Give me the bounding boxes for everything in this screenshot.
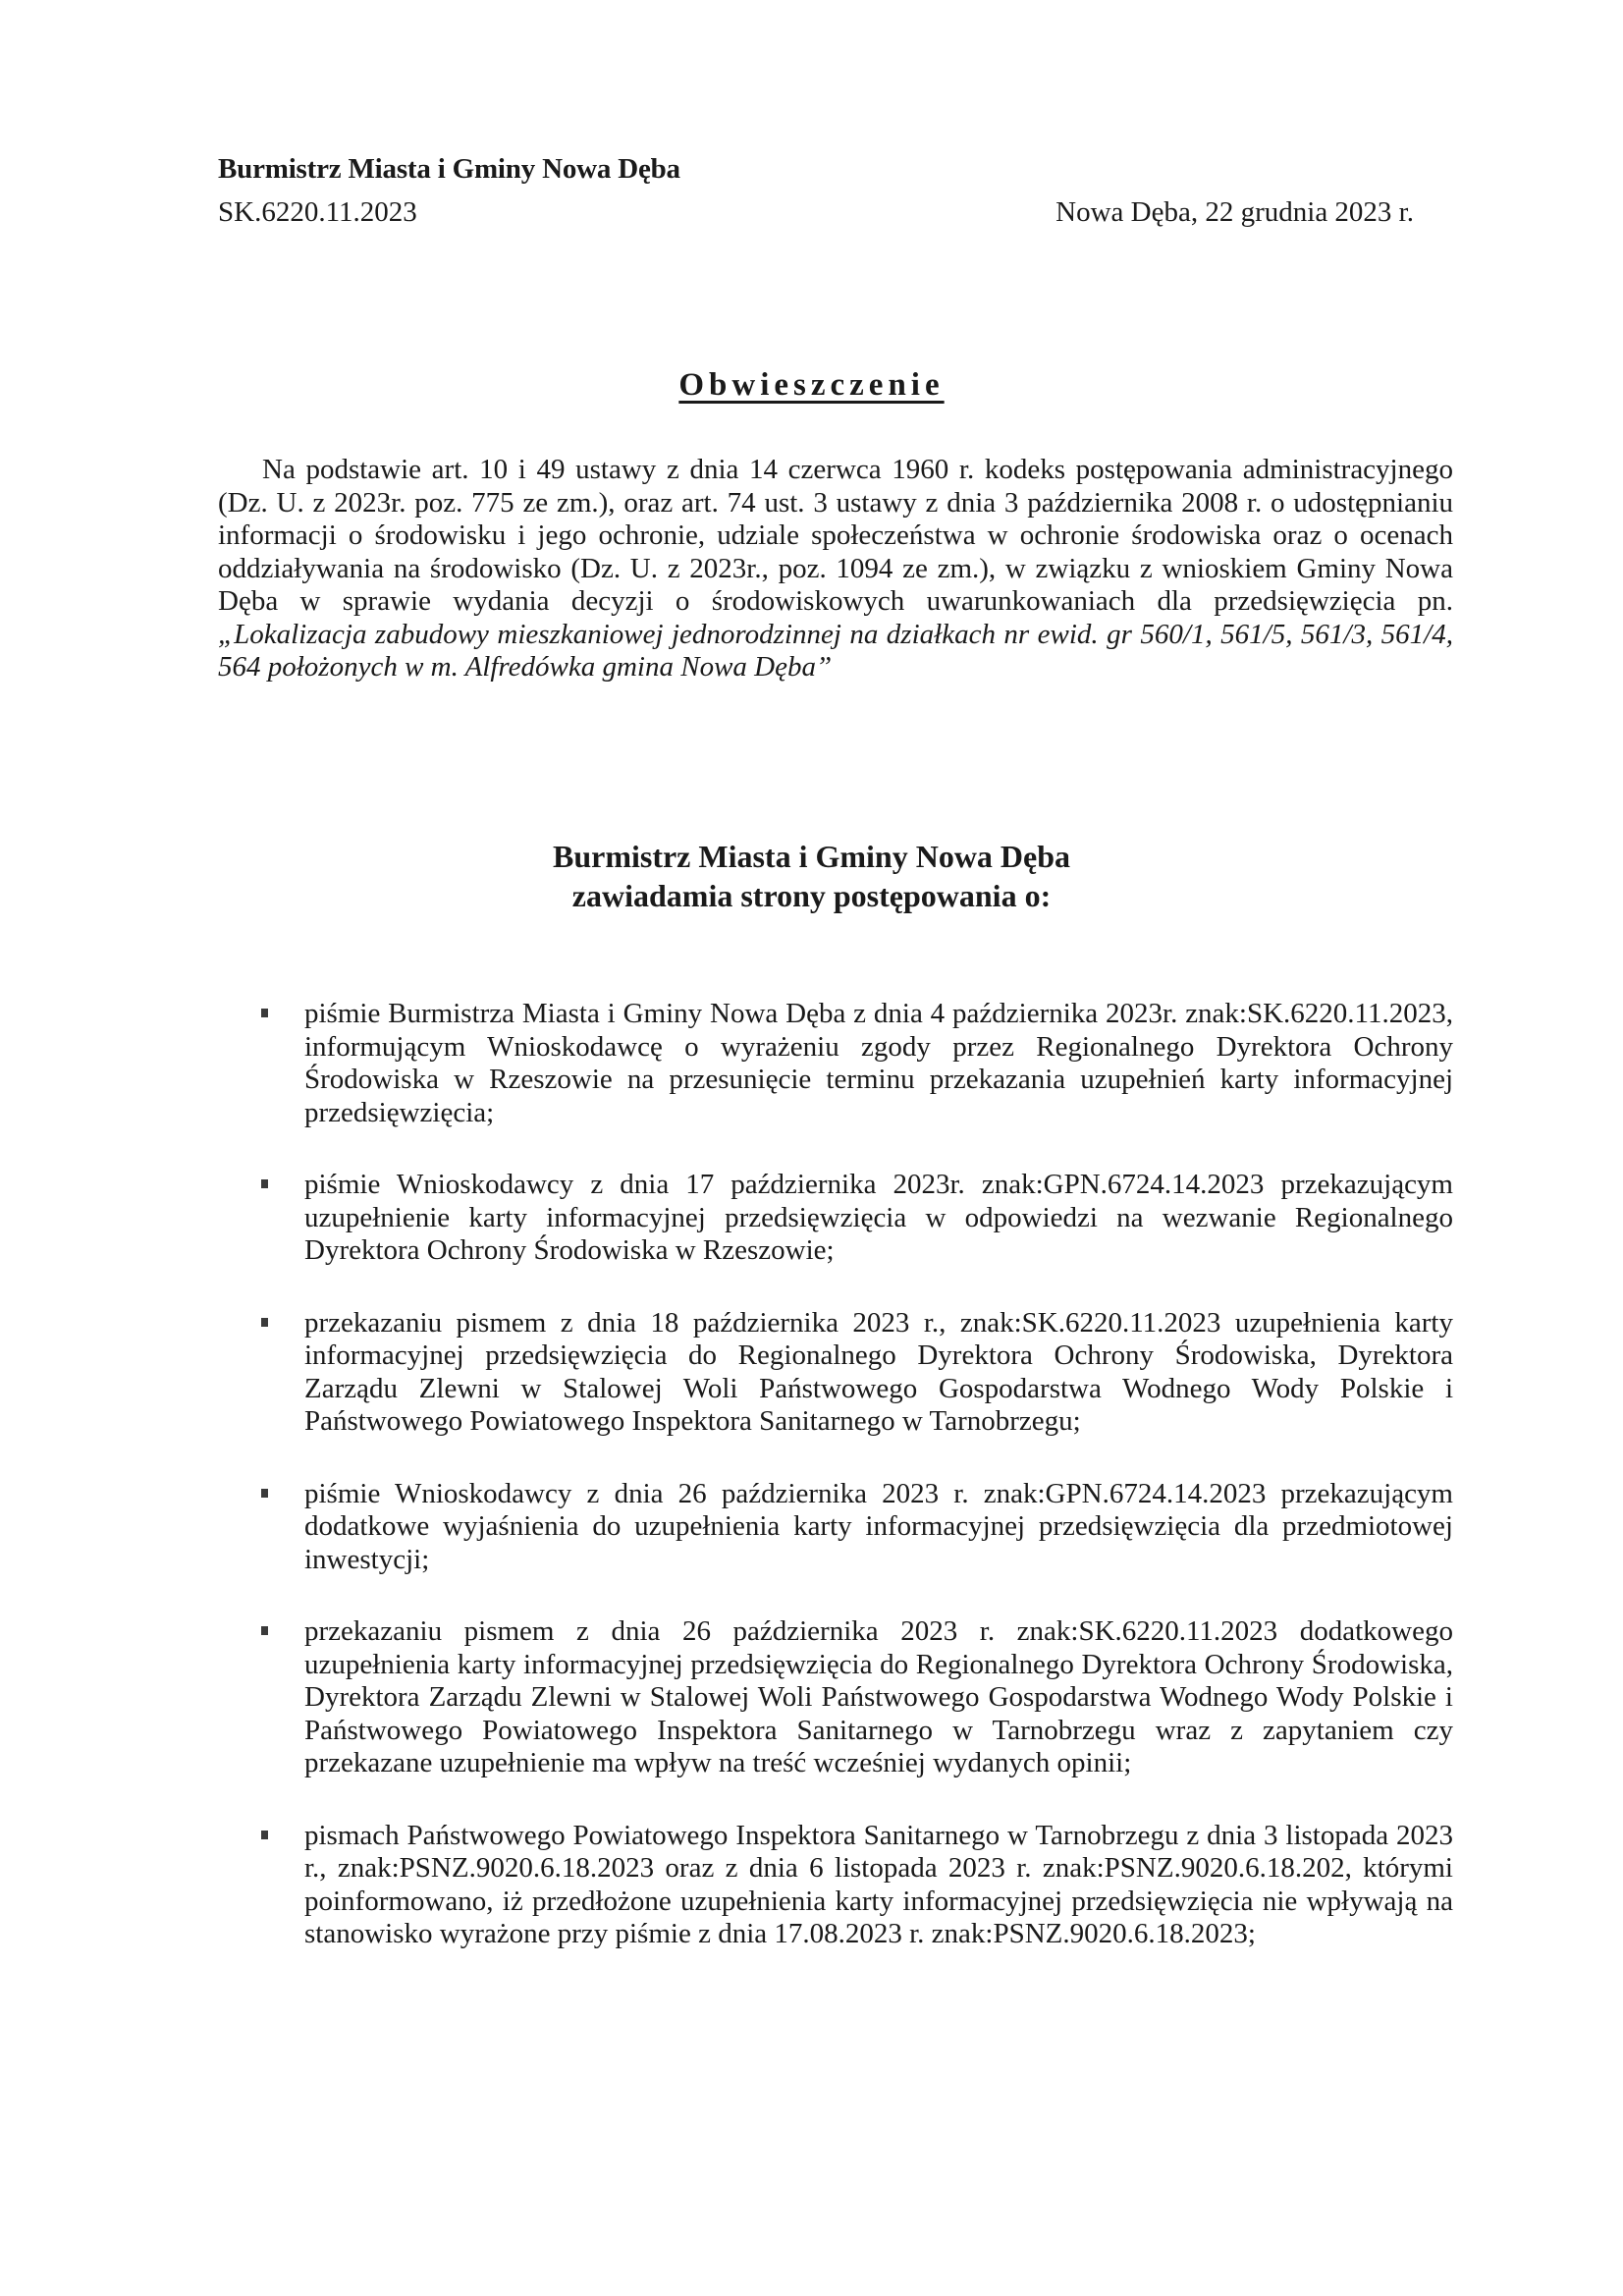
notice-list <box>261 998 1453 1991</box>
square-bullet-icon <box>261 1318 268 1327</box>
square-bullet-icon <box>261 1489 268 1498</box>
title-text: Obwieszczenie <box>678 367 945 403</box>
reference-number: SK.6220.11.2023 <box>218 196 417 228</box>
list-item <box>261 1307 1453 1439</box>
list-item <box>261 1615 1453 1780</box>
list-item <box>261 1169 1453 1268</box>
list-item <box>261 998 1453 1129</box>
intro-text: Na podstawie art. 10 i 49 ustawy z dnia 14 czerwca 1960 r. kodeks postępowania administracyjnego (Dz. U. z 2023r. poz. 775 ze zm.), oraz art. 74 ust. 3 ustawy z dnia 3 października 2008 r. o udostępnianiu informacji o środowisku i jego ochronie, udziale społeczeństwa w ochronie środowiska oraz o ocenach oddziaływania na środowisko (Dz. U. z 2023r., poz. 1094 ze zm.), w związku z wnioskiem Gminy Nowa Dęba w sprawie wydania decyzji o środowiskowych uwarunkowaniach dla przedsięwzięcia pn. <box>218 454 1453 617</box>
heading-line-2: zawiadamia strony postępowania o: <box>571 878 1052 913</box>
square-bullet-icon <box>261 1831 268 1839</box>
heading-line-1: Burmistrz Miasta i Gminy Nowa Dęba <box>552 839 1071 874</box>
square-bullet-icon <box>261 1009 268 1017</box>
list-item <box>261 1820 1453 1951</box>
project-name: „Lokalizacja zabudowy mieszkaniowej jednorodzinnej na działkach nr ewid. gr 560/1, 561/5, 561/3, 561/4, 564 położonych w m. Alfredówka gmina Nowa Dęba” <box>218 618 1453 683</box>
list-item-text: przekazaniu pismem z dnia 26 października 2023 r. znak:SK.6220.11.2023 dodatkowego uzupełnienia karty informacyjnej przedsięwzięcia do Regionalnego Dyrektora Ochrony Środowiska, Dyrektora Zarządu Zlewni w Stalowej Woli Państwowego Gospodarstwa Wodnego Wody Polskie i Państwowego Powiatowego Inspektora Sanitarnego w Tarnobrzegu wraz z zapytaniem czy przekazane uzupełnienie ma wpływ na treść wcześniej wydanych opinii; <box>304 1615 1453 1778</box>
list-item-text: przekazaniu pismem z dnia 18 października 2023 r., znak:SK.6220.11.2023 uzupełnienia karty informacyjnej przedsięwzięcia do Regionalnego Dyrektora Ochrony Środowiska, Dyrektora Zarządu Zlewni w Stalowej Woli Państwowego Gospodarstwa Wodnego Wody Polskie i Państwowego Powiatowego Inspektora Sanitarnego w Tarnobrzegu; <box>304 1306 1453 1437</box>
issuer-name: Burmistrz Miasta i Gminy Nowa Dęba <box>218 153 680 185</box>
intro-paragraph <box>218 454 1453 684</box>
document-title <box>0 367 1623 404</box>
list-item-text: piśmie Wnioskodawcy z dnia 26 października 2023 r. znak:GPN.6724.14.2023 przekazującym dodatkowe wyjaśnienia do uzupełnienia karty informacyjnej przedsięwzięcia dla przedmiotowej inwestycji; <box>304 1477 1453 1575</box>
list-item-text: piśmie Wnioskodawcy z dnia 17 października 2023r. znak:GPN.6724.14.2023 przekazującym uzupełnienie karty informacyjnej przedsięwzięcia w odpowiedzi na wezwanie Regionalnego Dyrektora Ochrony Środowiska w Rzeszowie; <box>304 1169 1453 1266</box>
list-item-text: piśmie Burmistrza Miasta i Gminy Nowa Dęba z dnia 4 października 2023r. znak:SK.6220.11.2023, informującym Wnioskodawcę o wyrażeniu zgody przez Regionalnego Dyrektora Ochrony Środowiska w Rzeszowie na przesunięcie terminu przekazania uzupełnień karty informacyjnej przedsięwzięcia; <box>304 998 1453 1128</box>
section-heading <box>0 837 1623 915</box>
place-and-date: Nowa Dęba, 22 grudnia 2023 r. <box>1055 196 1414 228</box>
list-item-text: pismach Państwowego Powiatowego Inspektora Sanitarnego w Tarnobrzegu z dnia 3 listopada 2023 r., znak:PSNZ.9020.6.18.2023 oraz z dnia 6 listopada 2023 r. znak:PSNZ.9020.6.18.202, którymi poinformowano, iż przedłożone uzupełnienia karty informacyjnej przedsięwzięcia nie wpływają na stanowisko wyrażone przy piśmie z dnia 17.08.2023 r. znak:PSNZ.9020.6.18.2023; <box>304 1819 1453 1949</box>
square-bullet-icon <box>261 1626 268 1635</box>
list-item <box>261 1478 1453 1577</box>
square-bullet-icon <box>261 1179 268 1188</box>
